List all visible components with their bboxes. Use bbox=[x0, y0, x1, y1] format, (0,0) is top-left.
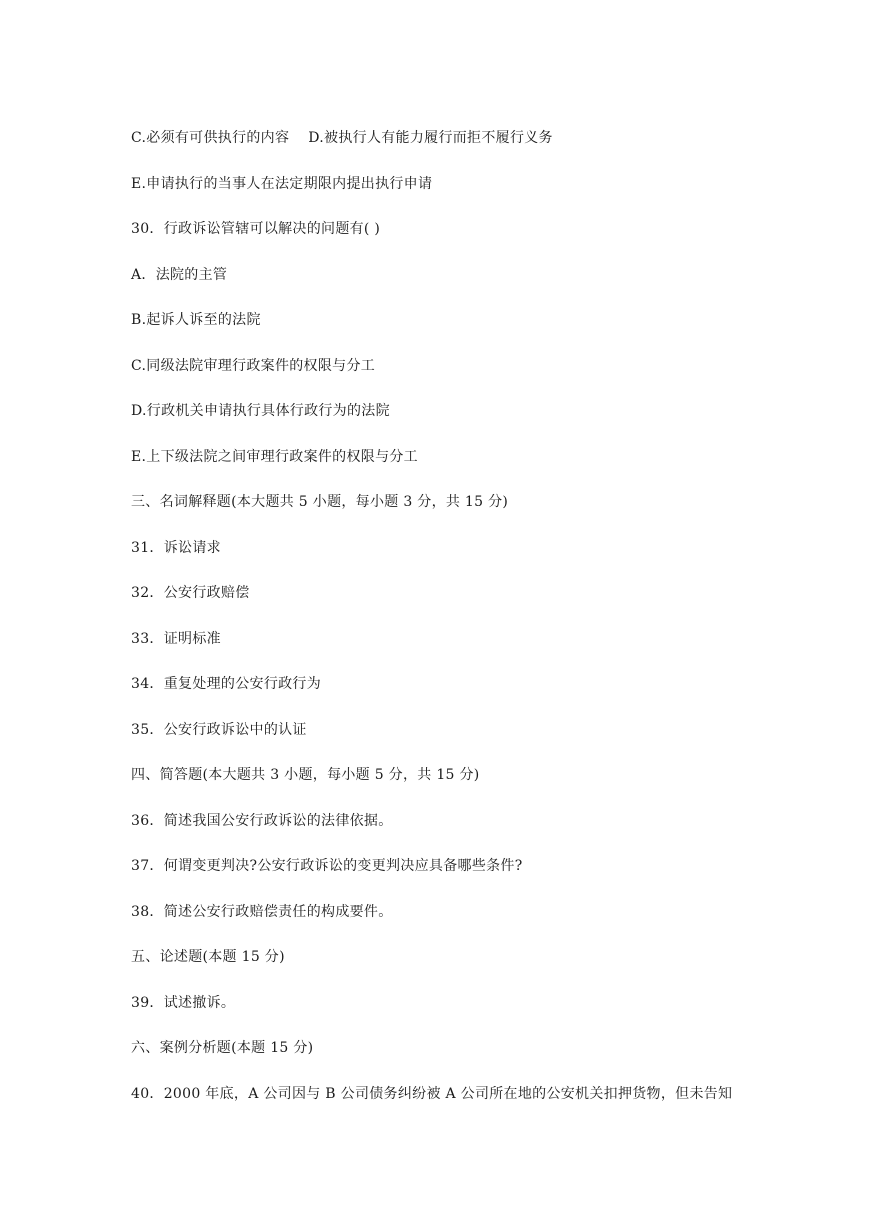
question-34: 34．重复处理的公安行政行为 bbox=[131, 676, 322, 692]
q30-option-c: C.同级法院审理行政案件的权限与分工 bbox=[131, 358, 376, 374]
question-40: 40．2000 年底，A 公司因与 B 公司债务纠纷被 A 公司所在地的公安机关扣押货物，但未告知 bbox=[131, 1086, 733, 1102]
option-e-line: E.申请执行的当事人在法定期限内提出执行申请 bbox=[131, 176, 433, 192]
section-5-heading: 五、论述题(本题 15 分) bbox=[131, 949, 285, 965]
q30-option-e: E.上下级法院之间审理行政案件的权限与分工 bbox=[131, 449, 418, 465]
question-32: 32．公安行政赔偿 bbox=[131, 585, 250, 601]
section-3-heading: 三、名词解释题(本大题共 5 小题，每小题 3 分，共 15 分) bbox=[131, 494, 509, 510]
question-35: 35．公安行政诉讼中的认证 bbox=[131, 722, 307, 738]
option-c-d-line: C.必须有可供执行的内容 D.被执行人有能力履行而拒不履行义务 bbox=[131, 130, 553, 146]
question-31: 31．诉讼请求 bbox=[131, 540, 221, 556]
question-36: 36．简述我国公安行政诉讼的法律依据。 bbox=[131, 813, 393, 829]
question-30: 30．行政诉讼管辖可以解决的问题有( ) bbox=[131, 221, 381, 237]
section-6-heading: 六、案例分析题(本题 15 分) bbox=[131, 1040, 314, 1056]
q30-option-a: A．法院的主管 bbox=[131, 267, 228, 283]
section-4-heading: 四、简答题(本大题共 3 小题，每小题 5 分，共 15 分) bbox=[131, 767, 480, 783]
q30-option-d: D.行政机关申请执行具体行政行为的法院 bbox=[131, 403, 390, 419]
question-37: 37．何谓变更判决?公安行政诉讼的变更判决应具备哪些条件? bbox=[131, 858, 523, 874]
question-38: 38．简述公安行政赔偿责任的构成要件。 bbox=[131, 904, 393, 920]
question-39: 39．试述撤诉。 bbox=[131, 995, 236, 1011]
q30-option-b: B.起诉人诉至的法院 bbox=[131, 312, 261, 328]
question-33: 33．证明标准 bbox=[131, 631, 221, 647]
